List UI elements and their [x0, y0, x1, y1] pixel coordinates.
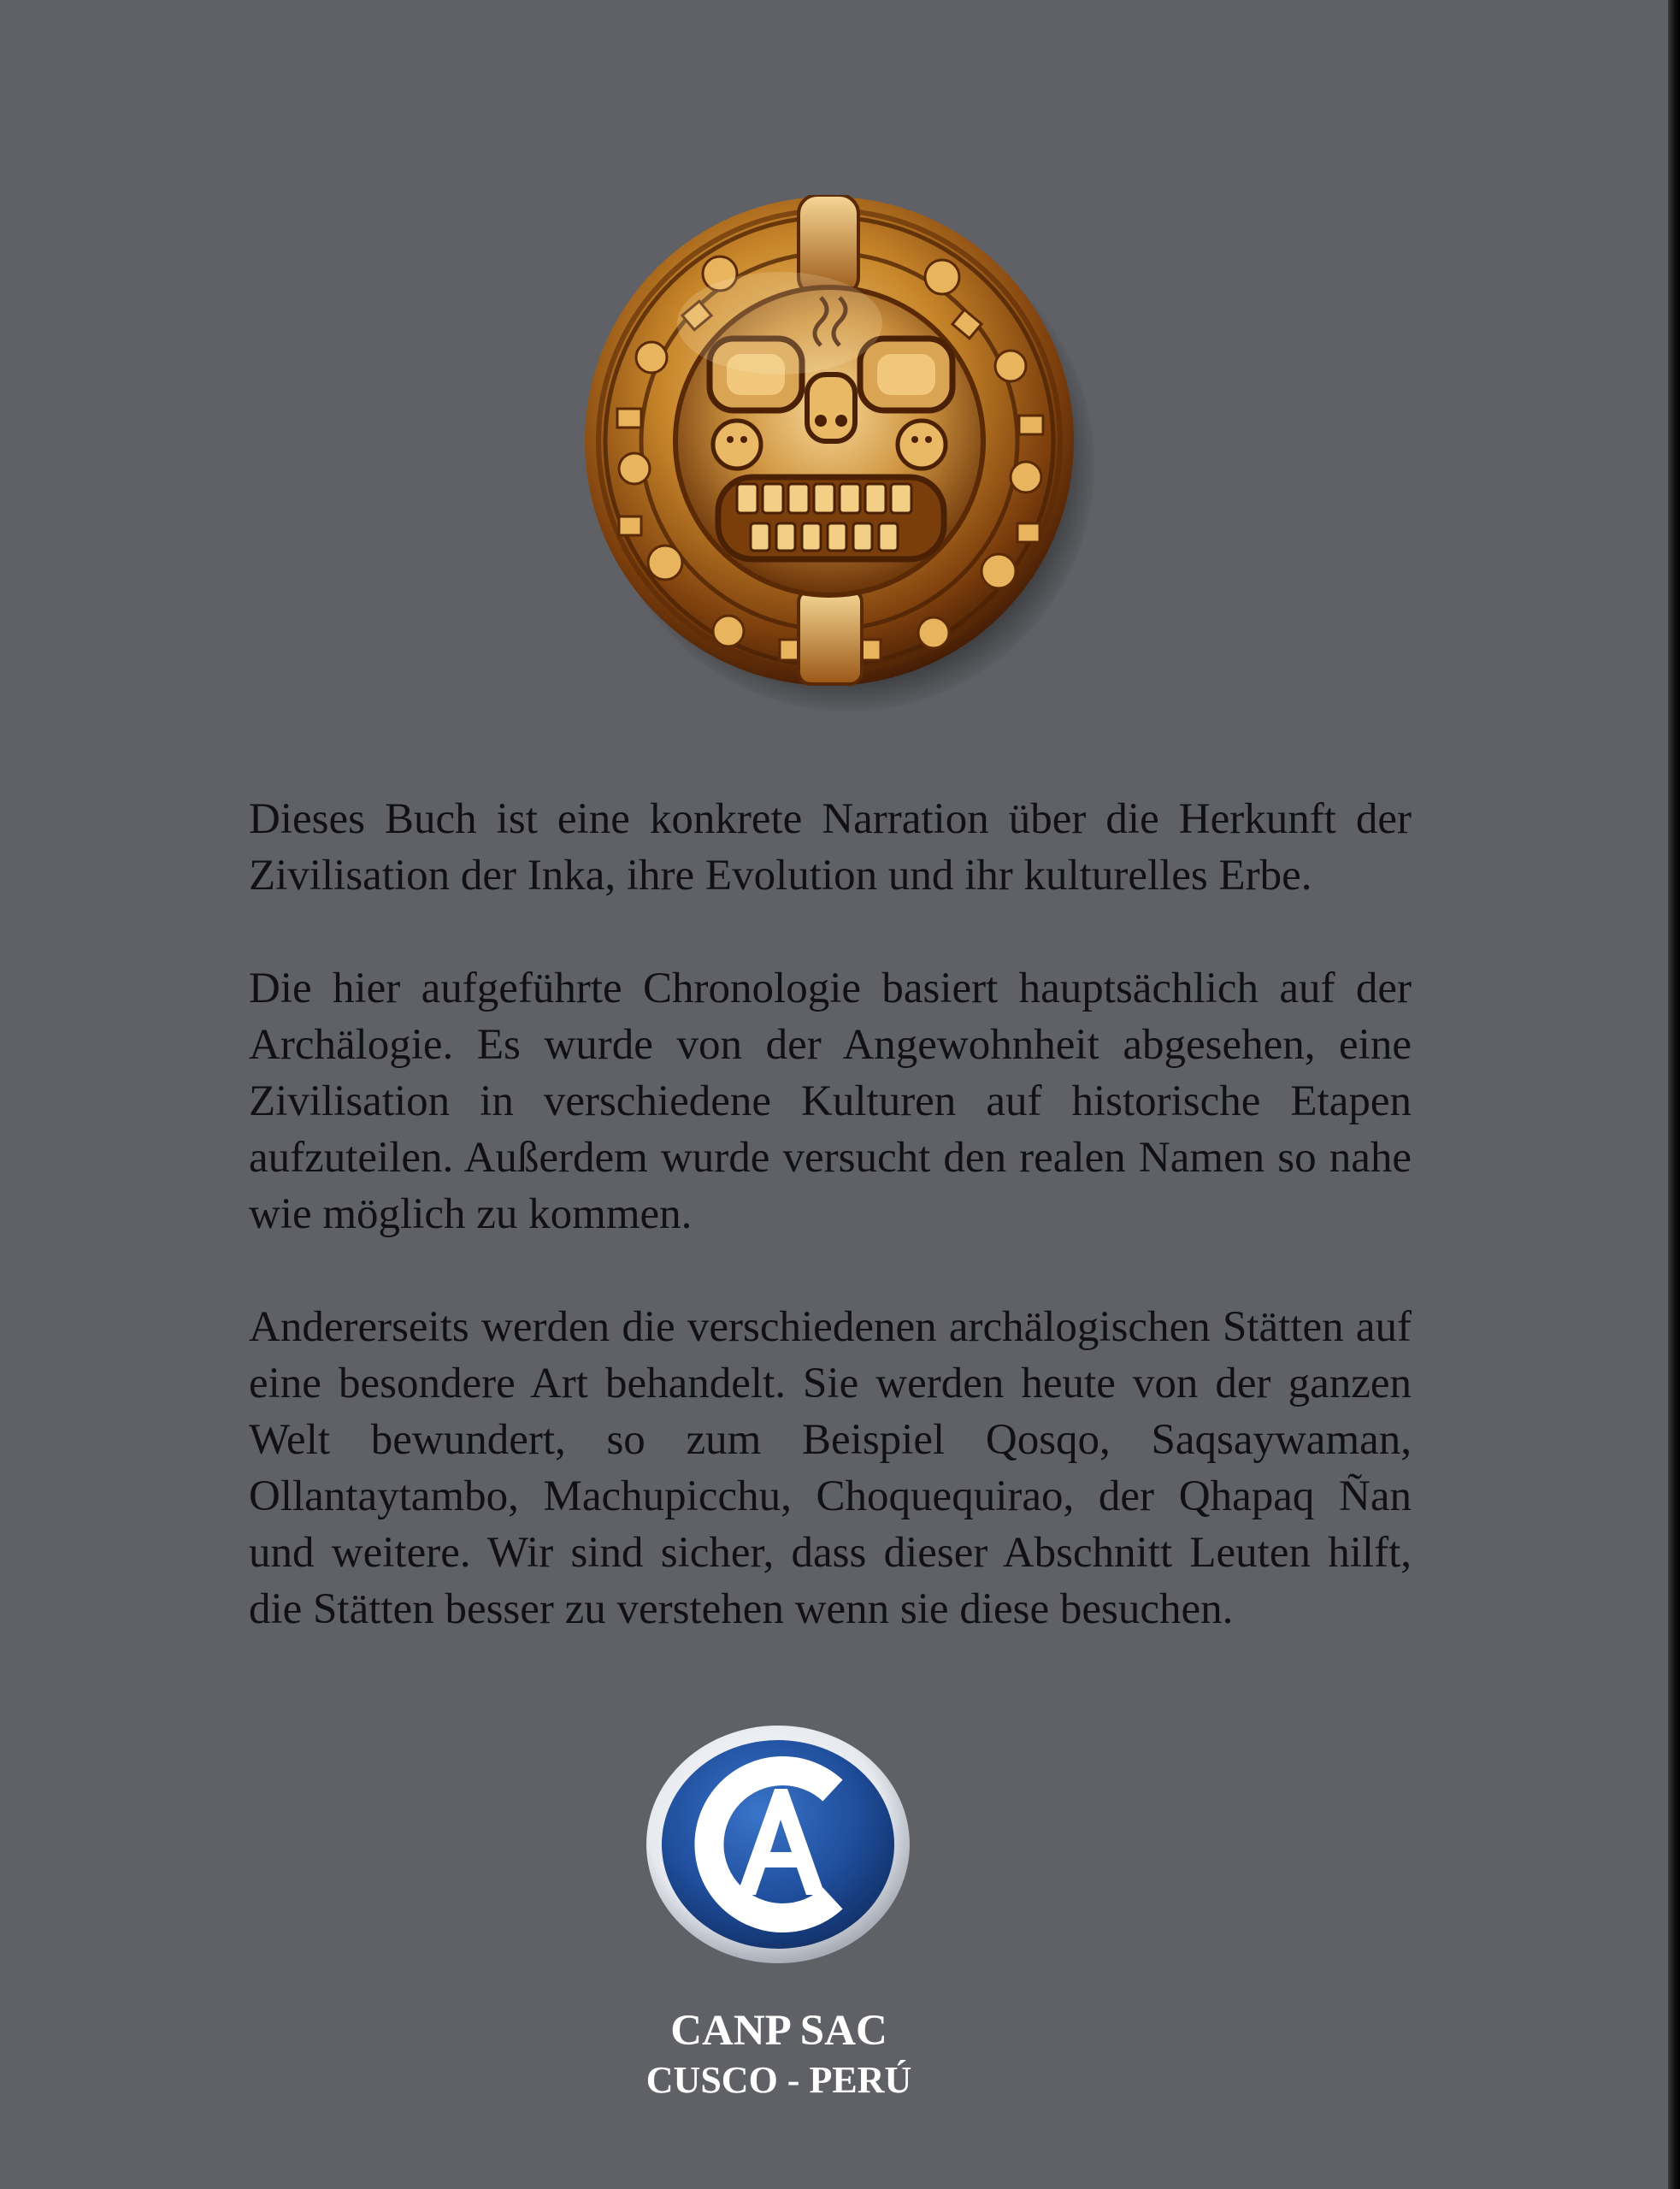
inca-gold-sun-medallion-icon	[583, 195, 1076, 687]
publisher-name: CANP SAC	[670, 2007, 887, 2055]
inca-medallion-image	[583, 195, 1076, 687]
description-paragraph-2: Die hier aufgeführte Chronologie basiert hauptsächlich auf der Archälogie. Es wurde von der Angewohnheit abgesehen, eine Zivilisation in verschiedene Kulturen auf historische Etapen aufzuteilen. Außerdem wurde versucht den realen Namen so nahe wie möglich zu kommen.	[249, 965, 1412, 1238]
description-text-block	[249, 791, 1412, 1637]
canp-ca-logo-icon	[646, 1726, 910, 1963]
publisher-location: CUSCO - PERÚ	[645, 2059, 912, 2101]
description-paragraph-1: Dieses Buch ist eine konkrete Narration über die Herkunft der Zivilisation der Inka, ihre Evolution und ihr kulturelles Erbe.	[249, 795, 1412, 900]
description-paragraph-3: Andererseits werden die verschiedenen archälogischen Stätten auf eine besondere Art behandelt. Sie werden heute von der ganzen Welt bewundert, so zum Beispiel Qosqo, Saqsaywaman, Ollantaytambo, Machupicchu, Choquequirao, der Qhapaq Ñan und weitere. Wir sind sicher, dass dieser Abschnitt Leuten hilft, die Stätten besser zu verstehen wenn sie diese besuchen.	[249, 1303, 1412, 1633]
book-spine-edge	[1668, 0, 1680, 2189]
publisher-logo	[646, 1726, 910, 1963]
